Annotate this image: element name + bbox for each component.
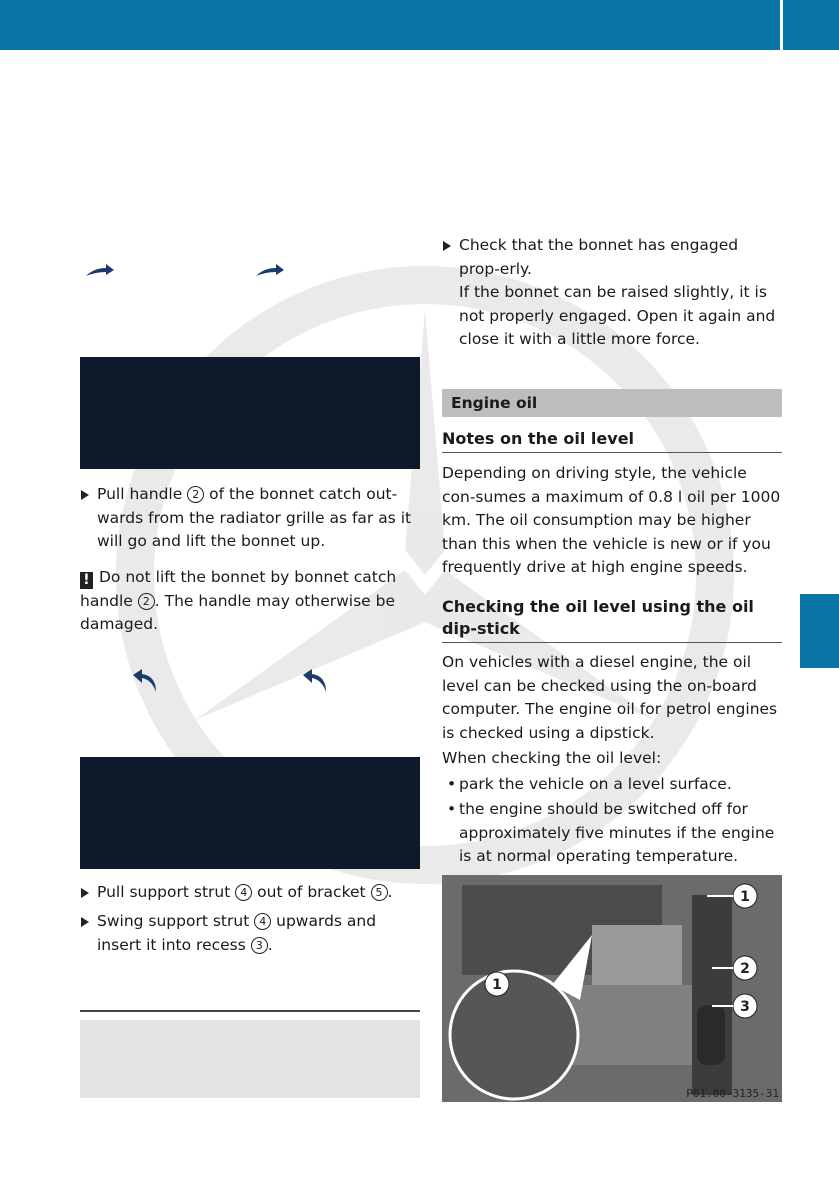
svg-text:2: 2 — [740, 961, 750, 977]
step-marker-icon — [81, 917, 89, 927]
arrow-back-icon — [130, 668, 160, 694]
step-check-bonnet: Check that the bonnet has engaged prop-erly. If the bonnet can be raised slightly, it is not properly engaged. Open it again and close it with a little more force. — [442, 234, 782, 352]
callout-number: 2 — [187, 486, 204, 503]
list-item: • park the vehicle on a level surface. — [442, 773, 782, 797]
svg-text:3: 3 — [740, 999, 750, 1015]
notes-paragraph: Depending on driving style, the vehicle con-sumes a maximum of 0.8 l oil per 1000 km. The oil consumption may be higher than this when the vehicle is new or if you frequently drive at high engine speeds. — [442, 464, 781, 576]
chapter-side-tab[interactable] — [800, 594, 839, 668]
callout-number: 5 — [371, 884, 388, 901]
arrow-back-icon — [300, 668, 330, 694]
photo-reference-label: P01.00-3135-31 — [686, 1087, 779, 1100]
heading-notes-oil-level: Notes on the oil level — [442, 428, 782, 453]
engine-photo-illustration — [442, 875, 782, 1102]
engine-bay-photo — [442, 875, 782, 1102]
bonnet-catch-image — [80, 357, 420, 469]
arrow-right-icon — [254, 262, 286, 278]
list-item: • the engine should be switched off for approximately five minutes if the engine is at normal operating temperature. — [442, 798, 782, 869]
svg-text:1: 1 — [740, 889, 750, 905]
step-marker-icon — [443, 241, 451, 251]
header-bar — [0, 0, 780, 50]
warning-icon: ! — [80, 572, 93, 589]
header-bar-tab — [783, 0, 839, 50]
svg-text:1: 1 — [492, 977, 502, 993]
divider — [80, 1010, 420, 1012]
callout-number: 2 — [138, 593, 155, 610]
callout-number: 4 — [235, 884, 252, 901]
arrow-right-icon — [84, 262, 116, 278]
step-marker-icon — [81, 490, 89, 500]
warning-note: ! Do not lift the bonnet by bonnet catch handle 2 . The handle may otherwise be damaged. — [80, 568, 397, 633]
step-marker-icon — [81, 888, 89, 898]
step-pull-handle: Pull handle 2 of the bonnet catch out-wards from the radiator grille as far as it will go and lift the bonnet up. — [80, 483, 420, 554]
callout-number: 3 — [251, 937, 268, 954]
step-pull-strut: Pull support strut 4 out of bracket 5 . — [80, 881, 420, 905]
callout-number: 4 — [254, 913, 271, 930]
note-box — [80, 1020, 420, 1098]
support-strut-image — [80, 757, 420, 869]
step-swing-strut: Swing support strut 4 upwards and insert it into recess 3 . — [80, 910, 420, 957]
check-paragraph: On vehicles with a diesel engine, the oil level can be checked using the on-board computer. The engine oil for petrol engines is checked using a dipstick. When checking the oil level: • park the vehicle on a level surface. • the engine should be switched off for approximately five minutes if the engine is at normal operating temperature. — [442, 651, 782, 869]
section-title-engine-oil: Engine oil — [442, 389, 782, 417]
heading-check-oil-level: Checking the oil level using the oil dip-stick — [442, 596, 782, 643]
